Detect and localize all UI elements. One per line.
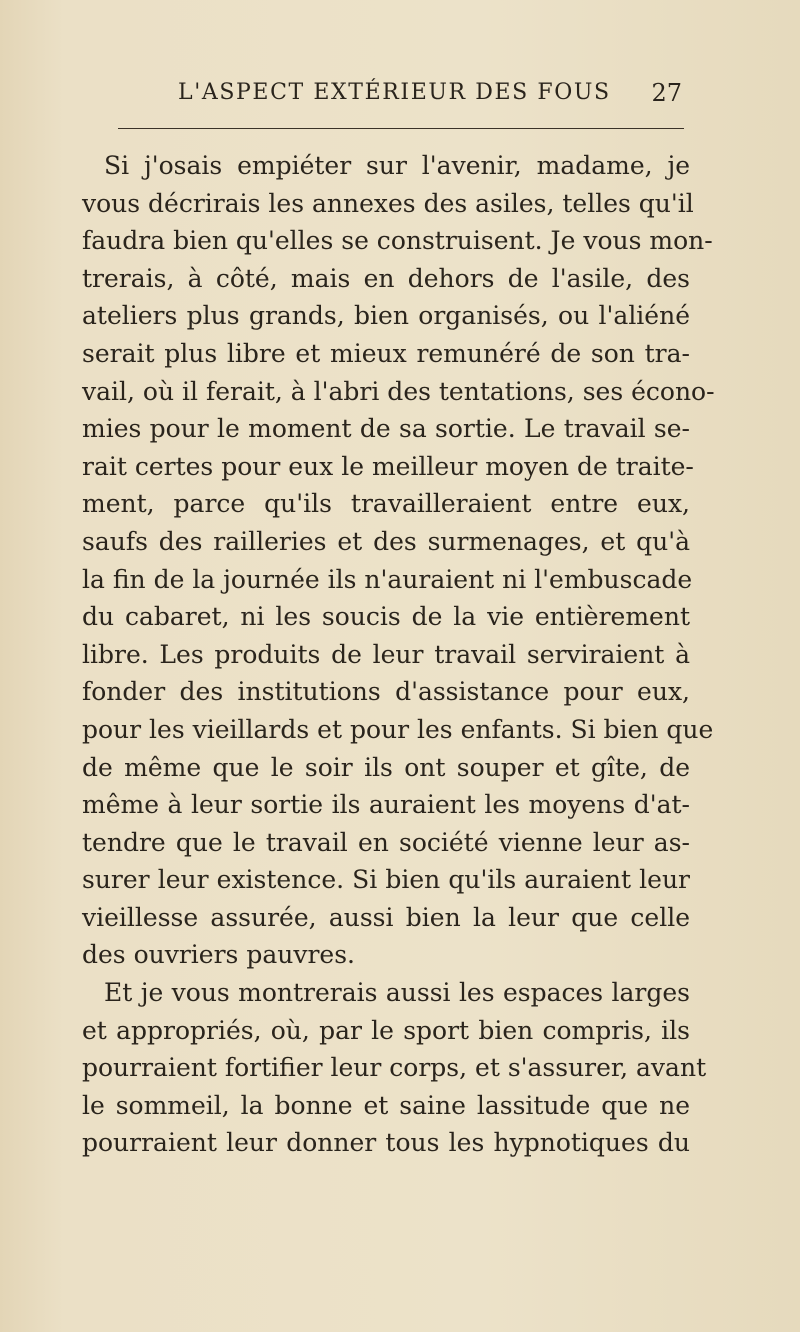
- text-line: ment, parce qu'ils travailleraient entre eux,: [82, 489, 690, 519]
- text-line: rait certes pour eux le meilleur moyen de traite-: [82, 451, 694, 481]
- text-line: le sommeil, la bonne et saine lassitude que ne: [82, 1090, 690, 1120]
- text-line: tendre que le travail en société vienne leur as-: [82, 827, 690, 857]
- text-line: vieillesse assurée, aussi bien la leur que celle: [82, 902, 690, 932]
- text-line: surer leur existence. Si bien qu'ils auraient leur: [82, 865, 690, 895]
- page-number: 27: [651, 79, 682, 107]
- text-line: faudra bien qu'elles se construisent. Je vous mon-: [82, 226, 713, 256]
- text-line: pourraient fortifier leur corps, et s'assurer, avant: [82, 1053, 707, 1083]
- running-head: [118, 78, 682, 112]
- text-line: Et je vous montrerais aussi les espaces larges: [104, 978, 690, 1008]
- text-line: pour les vieillards et pour les enfants. Si bien que: [82, 714, 714, 744]
- text-line: vail, où il ferait, à l'abri des tentations, ses écono-: [82, 376, 715, 406]
- text-line: des ouvriers pauvres.: [82, 940, 355, 970]
- text-line: de même que le soir ils ont souper et gîte, de: [82, 752, 690, 782]
- text-line: serait plus libre et mieux remunéré de son tra-: [82, 338, 690, 368]
- text-line: ateliers plus grands, bien organisés, ou l'aliéné: [82, 301, 690, 331]
- text-line: la fin de la journée ils n'auraient ni l'embuscade: [82, 564, 693, 594]
- text-line: trerais, à côté, mais en dehors de l'asile, des: [82, 263, 690, 293]
- text-line: fonder des institutions d'assistance pour eux,: [82, 677, 690, 707]
- text-line: pourraient leur donner tous les hypnotiques du: [82, 1128, 690, 1158]
- body-text: [82, 147, 715, 1162]
- text-line: Si j'osais empiéter sur l'avenir, madame, je: [104, 151, 690, 180]
- running-title: L'ASPECT EXTÉRIEUR DES FOUS: [178, 80, 611, 105]
- text-line: libre. Les produits de leur travail serviraient à: [82, 639, 690, 669]
- text-line: et appropriés, où, par le sport bien compris, ils: [82, 1015, 690, 1045]
- text-line: saufs des railleries et des surmenages, et qu'à: [82, 526, 690, 556]
- text-line: du cabaret, ni les soucis de la vie entièrement: [82, 602, 690, 632]
- text-line: mies pour le moment de sa sortie. Le travail se-: [82, 414, 690, 444]
- text-line: vous décrirais les annexes des asiles, telles qu'il: [82, 188, 694, 218]
- header-rule: [118, 128, 684, 129]
- text-line: même à leur sortie ils auraient les moyens d'at-: [82, 790, 690, 820]
